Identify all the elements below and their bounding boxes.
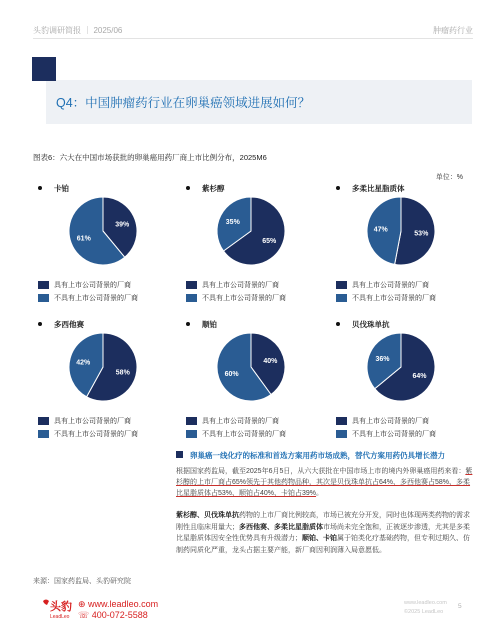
legend-item	[38, 427, 178, 440]
bullet-dot	[336, 322, 340, 326]
pie-slice-label: 35%	[225, 219, 240, 227]
legend-item	[336, 278, 476, 291]
pie-svg	[69, 333, 137, 401]
bullet-dot	[186, 186, 190, 190]
legend-swatch	[186, 294, 197, 302]
legend-label: 具有上市公司背景的厂商	[54, 417, 131, 425]
leadleo-logo	[40, 597, 80, 621]
para2-bold-1: 紫杉醇、贝伐珠单抗	[176, 512, 239, 519]
header-divider	[33, 38, 473, 39]
question-title: Q4：中国肿瘤药行业在卵巢癌领域进展如何？	[56, 96, 311, 110]
chart-title-text: 顺铂	[202, 320, 217, 329]
pie-slice-label: 39%	[115, 221, 130, 229]
legend-label: 不具有上市公司背景的厂商	[54, 430, 138, 438]
figure-title: 图表6：六大在中国市场获批的卵巢癌用药厂商上市比例分布，2025M6	[33, 153, 267, 162]
legend-swatch	[38, 294, 49, 302]
analysis-paragraph-1	[176, 466, 476, 499]
pie-slice-label: 65%	[262, 237, 277, 245]
footer-right-url: www.leadleo.com	[404, 600, 447, 606]
report-header-category: 肿瘤药行业	[433, 26, 473, 35]
para1-intro: 根据国家药监局，截至2025年6月5日，从六大获批在中国市场上市的境内外卵巢癌用药来看：	[176, 468, 466, 475]
legend-label: 具有上市公司背景的厂商	[352, 281, 429, 289]
legend-label: 具有上市公司背景的厂商	[54, 281, 131, 289]
chart-legend	[186, 414, 326, 440]
footer-url-text: www.leadleo.com	[88, 599, 159, 609]
pie-slice-label: 64%	[412, 373, 427, 381]
legend-item	[336, 427, 476, 440]
legend-swatch	[38, 417, 49, 425]
legend-label: 具有上市公司背景的厂商	[202, 281, 279, 289]
chart-title	[186, 183, 225, 194]
pie-slice-label: 42%	[76, 359, 91, 367]
para1-end: 。	[316, 490, 324, 497]
logo-subtext: LeadLeo	[50, 614, 70, 620]
pie-chart-4	[38, 319, 178, 453]
chart-title	[336, 183, 405, 194]
pie-chart-2	[186, 183, 326, 317]
legend-label: 具有上市公司背景的厂商	[202, 417, 279, 425]
chart-title	[186, 319, 217, 330]
legend-swatch	[336, 430, 347, 438]
chart-legend	[336, 414, 476, 440]
analysis-paragraph-2	[176, 510, 476, 556]
chart-legend	[38, 278, 178, 304]
legend-label: 不具有上市公司背景的厂商	[352, 430, 436, 438]
pie-slice-label: 40%	[263, 358, 278, 366]
bullet-dot	[186, 322, 190, 326]
phone-icon: ☏	[78, 610, 92, 620]
chart-title-text: 多柔比星脂质体	[352, 184, 405, 193]
pie-chart-3	[336, 183, 476, 317]
legend-item	[186, 291, 326, 304]
legend-item	[38, 278, 178, 291]
legend-label: 不具有上市公司背景的厂商	[54, 294, 138, 302]
bullet-dot	[336, 186, 340, 190]
chart-title	[38, 319, 84, 330]
pie-slice-label: 47%	[373, 226, 388, 234]
bullet-dot	[38, 322, 42, 326]
pie-slice-label: 36%	[375, 355, 390, 363]
legend-label: 不具有上市公司背景的厂商	[352, 294, 436, 302]
legend-item	[336, 291, 476, 304]
chart-legend	[336, 278, 476, 304]
globe-icon: ⊕	[78, 599, 89, 609]
legend-item	[186, 427, 326, 440]
pie-slice-label: 53%	[414, 230, 429, 238]
para1-highlight: 紫杉醇的上市厂商占65%领先于其他药物品种，其次是贝伐珠单抗占64%、多西他赛占58%、多柔比星脂质体占53%、顺铂占40%、卡铂占39%	[176, 468, 473, 497]
legend-swatch	[38, 281, 49, 289]
legend-item	[38, 291, 178, 304]
para2-text-3: 属于铂类化疗基础药物，但专利过期久、仿制药同质化严重，龙头占据主要产能，新厂商因利润薄入局意愿低。	[176, 535, 470, 554]
chart-title-text: 贝伐珠单抗	[352, 320, 390, 329]
footer-website-link[interactable]	[78, 599, 158, 610]
pie-slice-label: 61%	[76, 235, 91, 243]
footer-phone-text: 400-072-5588	[91, 610, 148, 620]
logo-wordmark: 头豹	[50, 600, 72, 613]
legend-swatch	[186, 417, 197, 425]
chart-title-text: 卡铂	[54, 184, 69, 193]
legend-item	[38, 414, 178, 427]
pie-slice-label: 60%	[224, 370, 239, 378]
pie-chart-5	[186, 319, 326, 453]
page-number: 5	[458, 603, 462, 610]
footer-copyright: ©2025 LeadLeo	[404, 609, 444, 615]
legend-swatch	[336, 294, 347, 302]
legend-item	[186, 414, 326, 427]
legend-item	[336, 414, 476, 427]
source-note: 来源：国家药监局、头豹研究院	[33, 578, 131, 585]
legend-label: 不具有上市公司背景的厂商	[202, 294, 286, 302]
pie-svg	[367, 197, 435, 265]
legend-swatch	[336, 281, 347, 289]
chart-legend	[38, 414, 178, 440]
chart-title	[336, 319, 390, 330]
report-header-title: 头豹调研简报 ｜ 2025/06	[33, 26, 123, 35]
subhead-bullet	[176, 451, 183, 458]
chart-title-text: 紫杉醇	[202, 184, 225, 193]
pie-svg	[217, 333, 285, 401]
legend-label: 具有上市公司背景的厂商	[352, 417, 429, 425]
legend-label: 不具有上市公司背景的厂商	[202, 430, 286, 438]
para2-bold-2: 多西他赛、多柔比星脂质体	[239, 523, 323, 531]
question-marker	[32, 57, 56, 81]
para2-bold-3: 顺铂、卡铂	[302, 535, 337, 542]
legend-swatch	[336, 417, 347, 425]
pie-svg	[217, 197, 285, 265]
legend-swatch	[38, 430, 49, 438]
subhead: 卵巢癌一线化疗的标准和首选方案用药市场成熟，替代方案用药仍具增长潜力	[190, 451, 445, 460]
legend-swatch	[186, 430, 197, 438]
chart-legend	[186, 278, 326, 304]
pie-svg	[69, 197, 137, 265]
legend-item	[186, 278, 326, 291]
footer-phone-link[interactable]	[78, 610, 148, 621]
para2-text-1: 药物的上市厂商比例较高，市场已被充分开发，同时也体现两类药物的需求刚性且临床用量大；	[176, 512, 470, 531]
legend-swatch	[186, 281, 197, 289]
chart-title-text: 多西他赛	[54, 320, 84, 329]
bullet-dot	[38, 186, 42, 190]
pie-svg	[367, 333, 435, 401]
para2-text-2: 市场尚未完全饱和，正被逐步渗透，尤其是多柔比星脂质体因安全性优势具有升级潜力；	[176, 523, 470, 542]
pie-chart-6	[336, 319, 476, 453]
pie-slice-label: 58%	[115, 369, 130, 377]
pie-chart-1	[38, 183, 178, 317]
unit-label: 单位：%	[435, 174, 463, 181]
chart-title	[38, 183, 69, 194]
